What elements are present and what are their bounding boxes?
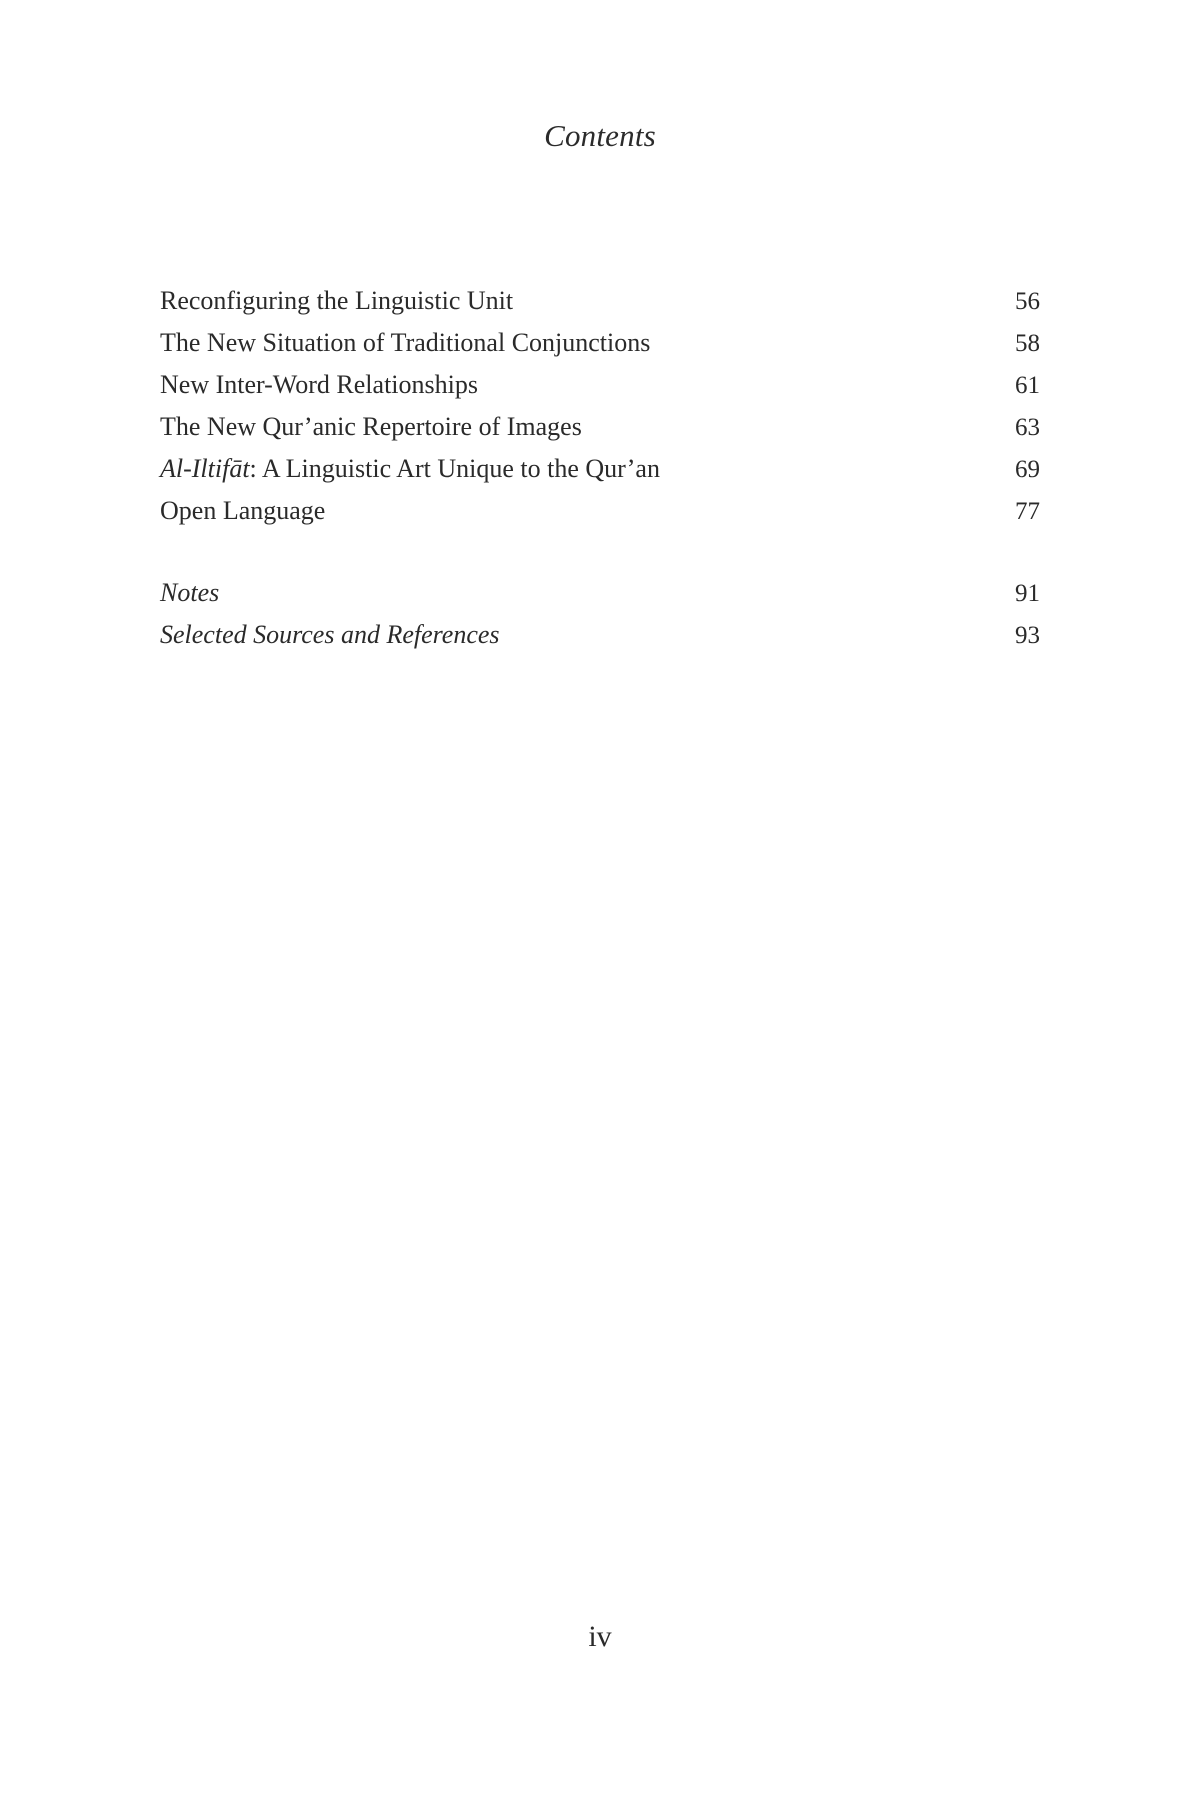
toc-entry-page: 69 (1015, 456, 1040, 483)
toc-entry[interactable] (160, 448, 1040, 490)
toc-entry-page: 61 (1015, 372, 1040, 399)
toc-entry-notes[interactable] (160, 572, 1040, 614)
toc-entry[interactable] (160, 280, 1040, 322)
toc-entry-title: Open Language (160, 496, 326, 525)
toc-entry[interactable] (160, 490, 1040, 532)
toc-entry-page: 58 (1015, 330, 1040, 357)
toc-entry[interactable] (160, 364, 1040, 406)
page-title: Contents (544, 118, 656, 153)
toc-entry[interactable] (160, 322, 1040, 364)
toc-entry-title (160, 448, 660, 490)
toc-entry-page: 91 (1015, 580, 1040, 607)
toc-entry-references[interactable] (160, 614, 1040, 656)
toc-entry-title-rest: : A Linguistic Art Unique to the Qur’an (249, 454, 660, 483)
toc-entry-page: 63 (1015, 414, 1040, 441)
toc-entry-title: Selected Sources and References (160, 620, 500, 649)
table-of-contents (160, 280, 1040, 656)
page-number: iv (588, 1620, 612, 1653)
toc-entry-title: The New Qur’anic Repertoire of Images (160, 412, 582, 441)
toc-entry-title: Notes (160, 578, 220, 607)
toc-entry[interactable] (160, 406, 1040, 448)
toc-entry-title: Reconfiguring the Linguistic Unit (160, 286, 514, 315)
toc-entry-page: 56 (1015, 288, 1040, 315)
toc-entry-page: 77 (1015, 498, 1040, 525)
toc-entry-page: 93 (1015, 622, 1040, 649)
toc-entry-title: The New Situation of Traditional Conjunctions (160, 328, 651, 357)
toc-section-gap (160, 532, 1040, 572)
toc-entry-title-italic: Al-Iltifāt (160, 454, 250, 483)
toc-entry-title: New Inter-Word Relationships (160, 370, 478, 399)
